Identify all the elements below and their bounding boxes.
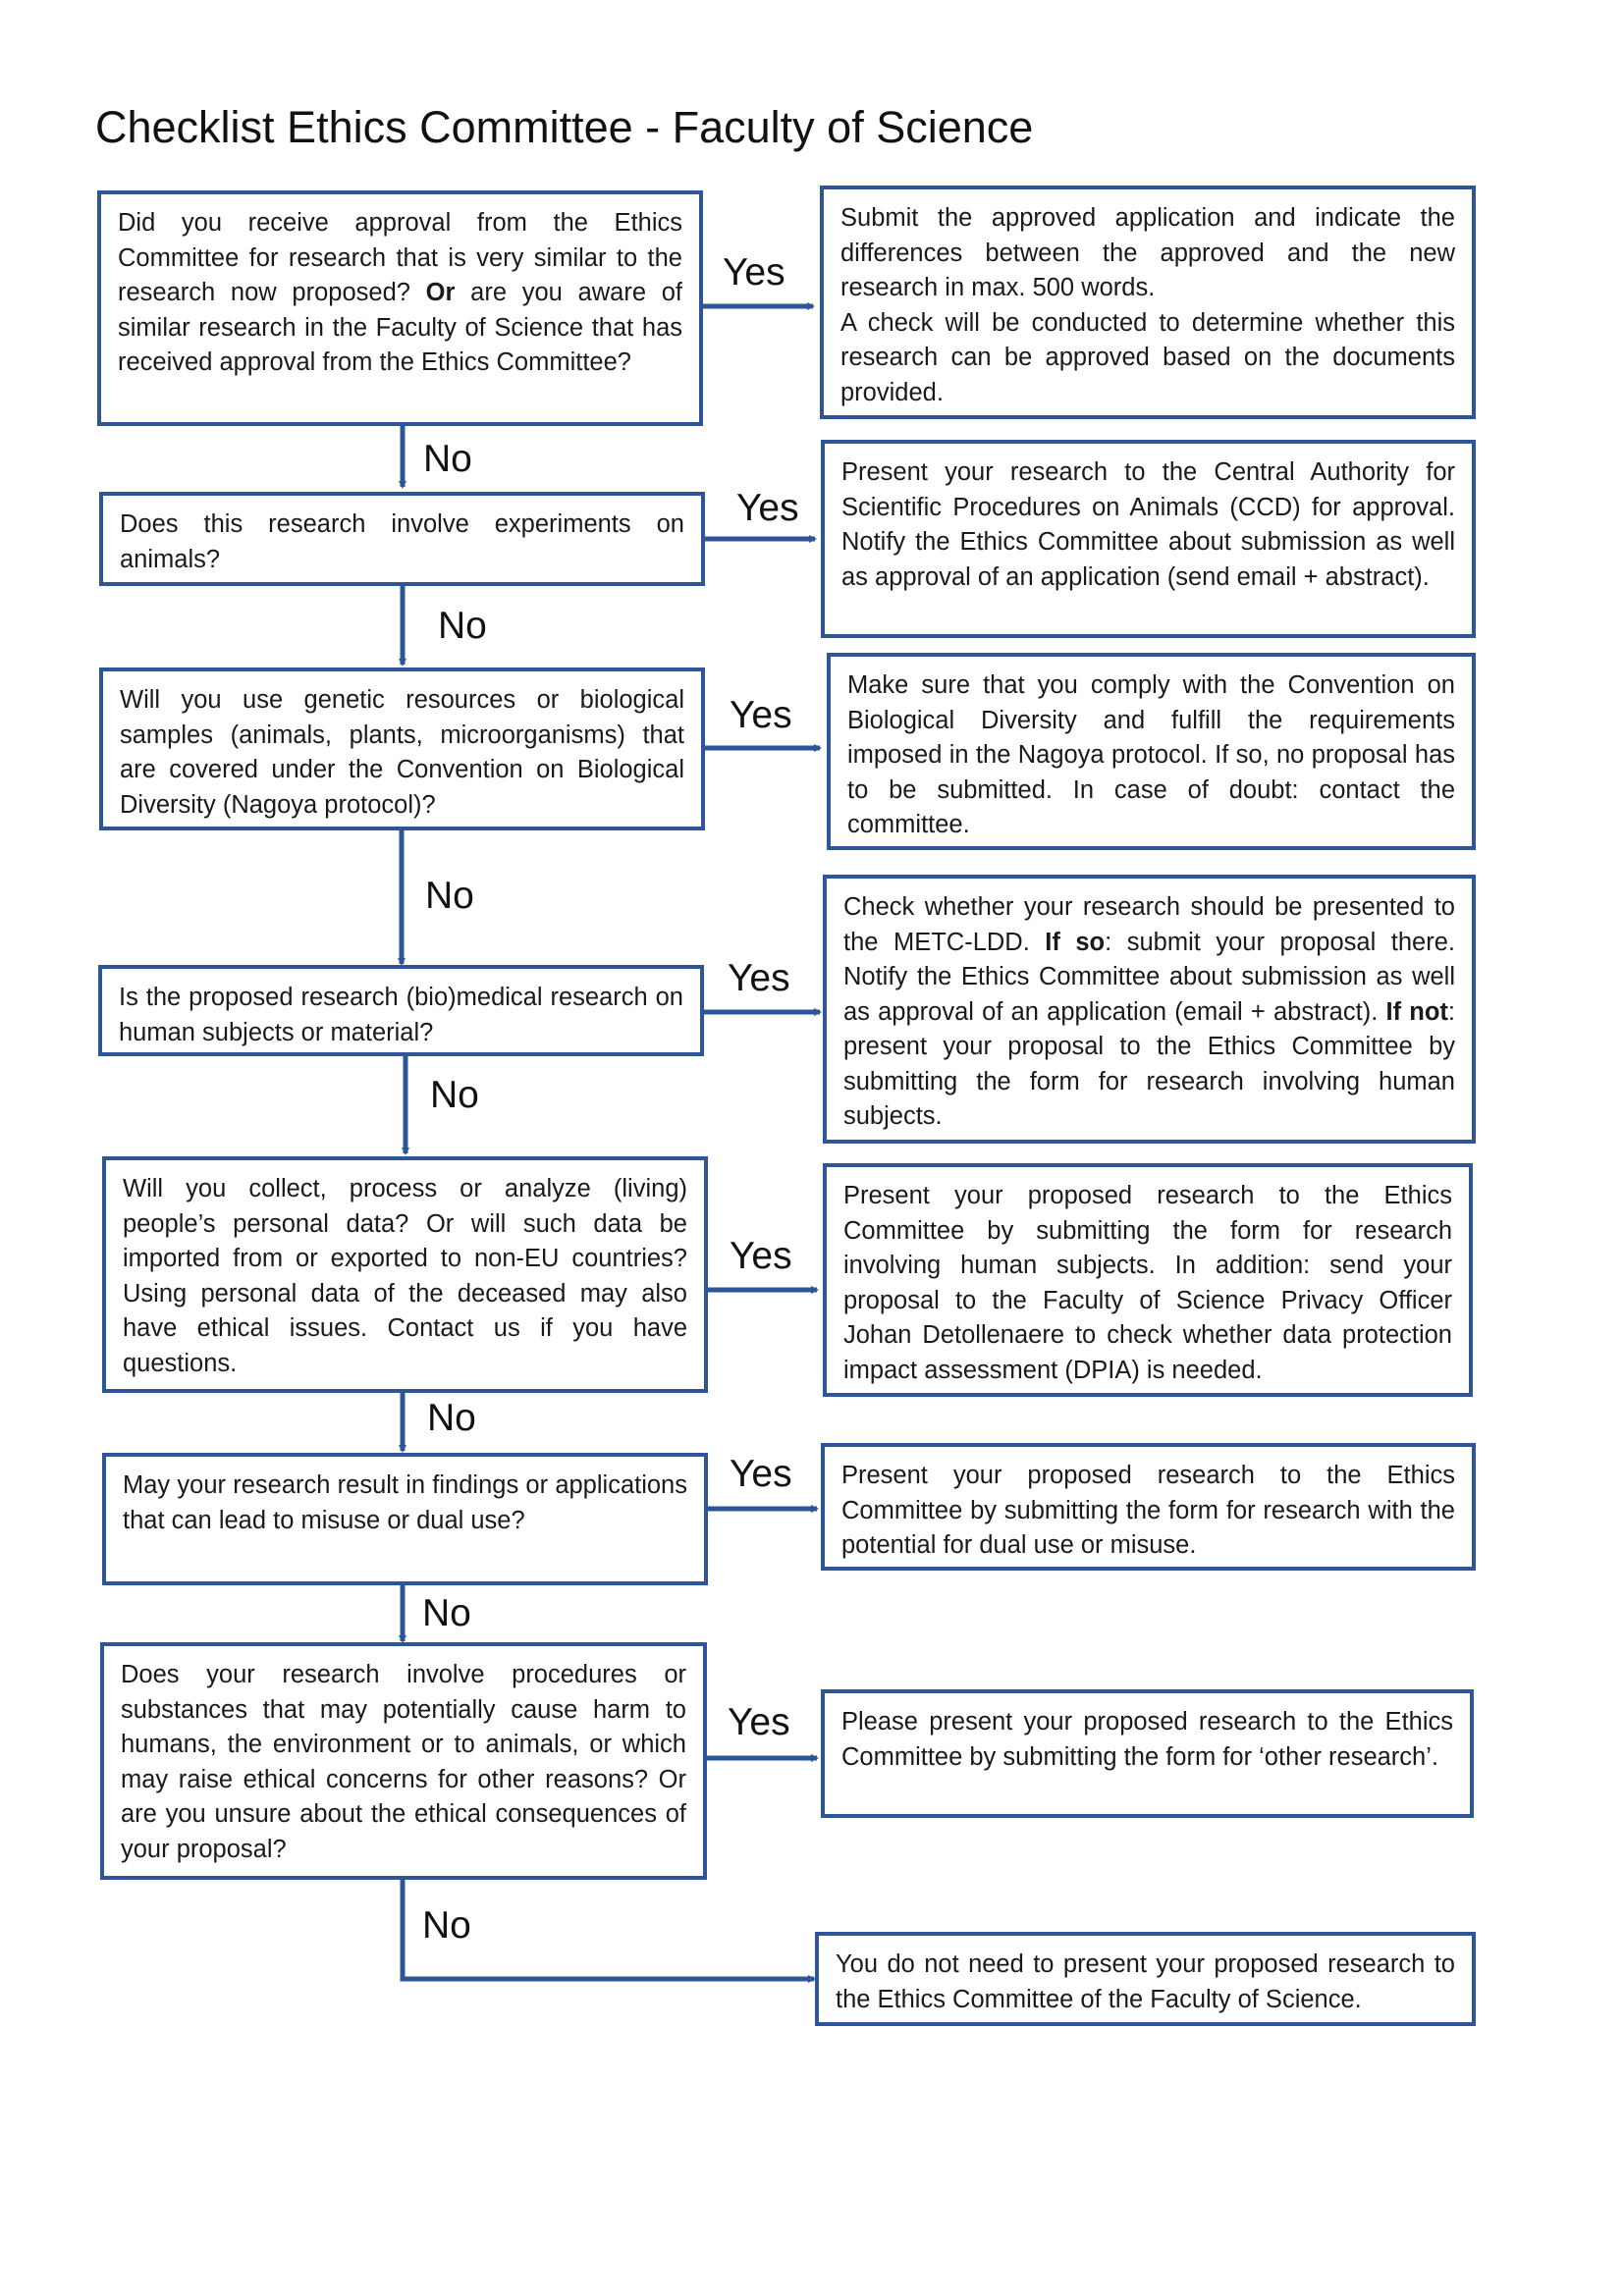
action-box-4 [823, 875, 1476, 1144]
question-text-4: Is the proposed research (bio)medical research on human subjects or material? [119, 984, 683, 1046]
yes-label-2: Yes [736, 487, 799, 529]
action-text-1b: A check will be conducted to determine whether this research can be approved based on the documents provided. [840, 308, 1455, 406]
action-text-5: Present your proposed research to the Ethics Committee by submitting the form for research involving human subjects. In addition: send your proposal to the Faculty of Science Privacy Officer Johan Detollenaere to check whether data protection impact assessment (DPIA) is needed. [843, 1182, 1452, 1384]
action-text-6: Present your proposed research to the Ethics Committee by submitting the form for research with the potential for dual use or misuse. [841, 1462, 1455, 1559]
action-box-2 [821, 440, 1476, 638]
question-box-4 [98, 965, 704, 1056]
question-text-7: Does your research involve procedures or substances that may potentially cause harm to humans, the environment or to animals, or which may raise ethical concerns for other reasons? Or are you unsure about the ethical consequences of your proposal? [121, 1661, 686, 1863]
action-text-4d: If not [1385, 997, 1448, 1026]
page-title: Checklist Ethics Committee - Faculty of Science [95, 102, 1034, 152]
action-box-6 [821, 1443, 1476, 1571]
question-box-2 [99, 492, 705, 586]
action-text-1a: Submit the approved application and indicate the differences between the approved and the new research in max. 500 words. [840, 204, 1455, 301]
action-text-4a: Check whether your research should be presented to the METC-LDD. [843, 893, 1455, 956]
question-box-1 [97, 190, 703, 426]
question-text-3: Will you use genetic resources or biological samples (animals, plants, microorganisms) that are covered under the Convention on Biological Diversity (Nagoya protocol)? [120, 686, 684, 819]
action-box-7 [821, 1689, 1474, 1818]
action-text-2: Present your research to the Central Authority for Scientific Procedures on Animals (CCD) for approval. Notify the Ethics Committee about submission as well as approval of an application (send email + abstract). [841, 458, 1455, 591]
no-label-6: No [422, 1592, 471, 1634]
no-label-5: No [427, 1397, 476, 1439]
question-text-2: Does this research involve experiments on animals? [120, 510, 684, 573]
question-text-1a: Did you receive approval from the Ethics Committee for research that is very similar to the research now proposed? [118, 209, 682, 306]
no-label-3: No [425, 875, 474, 917]
question-text-5: Will you collect, process or analyze (living) people’s personal data? Or will such data be imported from or exported to non-EU countries? Using personal data of the deceased may also have ethical issues. Contact us if you have questions. [123, 1175, 687, 1377]
action-box-8 [815, 1932, 1476, 2026]
question-box-6 [102, 1453, 708, 1585]
action-text-7: Please present your proposed research to the Ethics Committee by submitting the form for ‘other research’. [841, 1708, 1453, 1771]
question-text-1b: Or [425, 279, 456, 306]
action-text-3: Make sure that you comply with the Convention on Biological Diversity and fulfill the requirements imposed in the Nagoya protocol. If so, no proposal has to be submitted. In case of doubt: contact the committee. [847, 671, 1455, 838]
no-label-1: No [423, 438, 472, 480]
question-box-7 [100, 1642, 707, 1880]
action-text-4c: : submit your proposal there. Notify the Ethics Committee about submission as well as approval of an application (email + abstract). [843, 928, 1455, 1026]
action-box-1 [820, 186, 1476, 419]
action-text-4e: : present your proposal to the Ethics Committee by submitting the form for research involving human subjects. [843, 997, 1455, 1130]
action-text-4b: If so [1045, 928, 1106, 956]
yes-label-4: Yes [728, 957, 790, 999]
action-box-3 [827, 653, 1476, 850]
question-text-6: May your research result in findings or applications that can lead to misuse or dual use? [123, 1471, 687, 1534]
question-box-3 [99, 667, 705, 830]
question-box-5 [102, 1156, 708, 1393]
no-label-4: No [430, 1074, 479, 1116]
yes-label-1: Yes [723, 251, 785, 294]
yes-label-6: Yes [730, 1453, 792, 1495]
action-text-8: You do not need to present your proposed research to the Ethics Committee of the Faculty of Science. [836, 1950, 1455, 2013]
no-label-2: No [438, 605, 487, 647]
yes-label-3: Yes [730, 694, 792, 736]
yes-label-7: Yes [728, 1701, 790, 1743]
action-box-5 [823, 1163, 1473, 1397]
yes-label-5: Yes [730, 1235, 792, 1277]
question-text-1c: are you aware of similar research in the Faculty of Science that has received approval from the Ethics Committee? [118, 279, 683, 376]
no-label-7: No [422, 1904, 471, 1947]
